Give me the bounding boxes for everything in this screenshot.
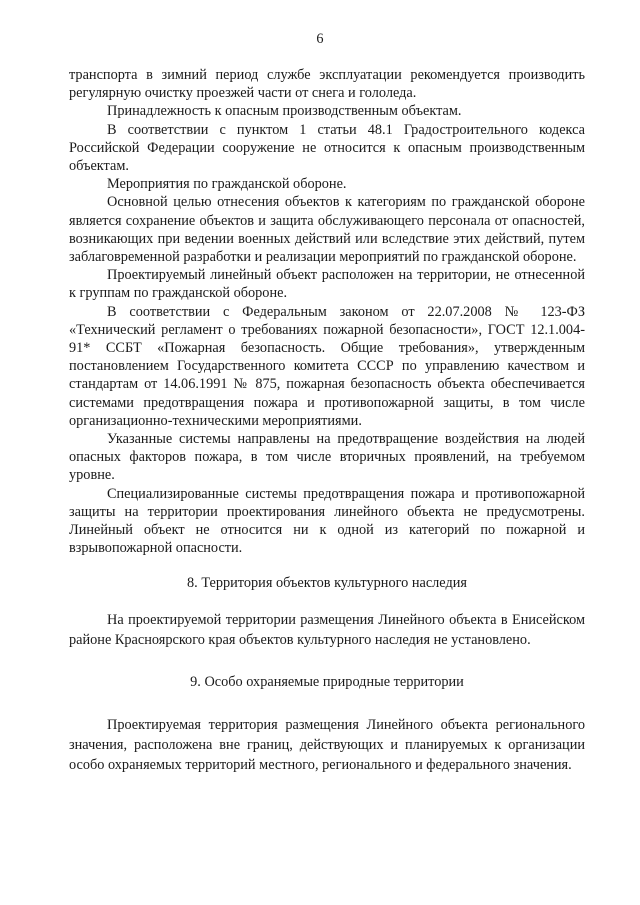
page-content xyxy=(69,66,585,775)
paragraph-civil-defense-goal: Основной целью отнесения объектов к категориям по гражданской обороне является сохранение объектов и защита обслуживающего персонала от опасностей, возникающих при ведении военных действий или вследствие этих действий, путем заблаговременной разработки и реализации мероприятий по гражданской обороне. xyxy=(69,194,585,266)
paragraph-civil-defense-status: Проектируемый линейный объект расположен на территории, не отнесенной к группам по гражданской обороне. xyxy=(69,267,585,302)
paragraph-fire-specialized: Специализированные системы предотвращения пожара и противопожарной защиты на территории проектирования линейного объекта не предусмотрены. Линейный объект не относится ни к одной из категорий по пожарной и взрывопожарной опасности. xyxy=(69,485,585,557)
paragraph-hazard-heading: Принадлежность к опасным производственным объектам. xyxy=(107,103,462,120)
section-8-text: На проектируемой территории размещения Линейного объекта в Енисейском районе Красноярского края объектов культурного наследия не установлено. xyxy=(69,611,585,648)
paragraph-transport: транспорта в зимний период службе эксплуатации рекомендуется производить регулярную очистку проезжей части от снега и гололеда. xyxy=(69,67,585,102)
section-9-heading: 9. Особо охраняемые природные территории xyxy=(190,673,464,690)
section-9-text: Проектируемая территория размещения Линейного объекта регионального значения, расположена вне границ, действующих и планируемых к организации особо охраняемых территорий местного, регионального и федерального значения. xyxy=(69,716,585,773)
paragraph-fire-systems: Указанные системы направлены на предотвращение воздействия на людей опасных факторов пожара, в том числе вторичных проявлений, на требуемом уровне. xyxy=(69,431,585,484)
paragraph-civil-defense-heading: Мероприятия по гражданской обороне. xyxy=(107,176,347,193)
section-8-heading: 8. Территория объектов культурного наследия xyxy=(187,575,467,592)
paragraph-fire-safety: В соответствии с Федеральным законом от 22.07.2008 № 123-ФЗ «Технический регламент о требованиях пожарной безопасности», ГОСТ 12.1.004-91* ССБТ «Пожарная безопасность. Общие требования», утвержденным постановлением Государственного комитета СССР по управлению качеством и стандартам от 14.06.1991 № 875, пожарная безопасность объекта обеспечивается системами предотвращения пожара и противопожарной защиты, в том числе организационно-техническими мероприятиями. xyxy=(69,303,585,429)
page-number: 6 xyxy=(316,31,324,47)
paragraph-hazard-text: В соответствии с пунктом 1 статьи 48.1 Градостроительного кодекса Российской Федерации сооружение не относится к опасным производственным объектам. xyxy=(69,121,585,175)
